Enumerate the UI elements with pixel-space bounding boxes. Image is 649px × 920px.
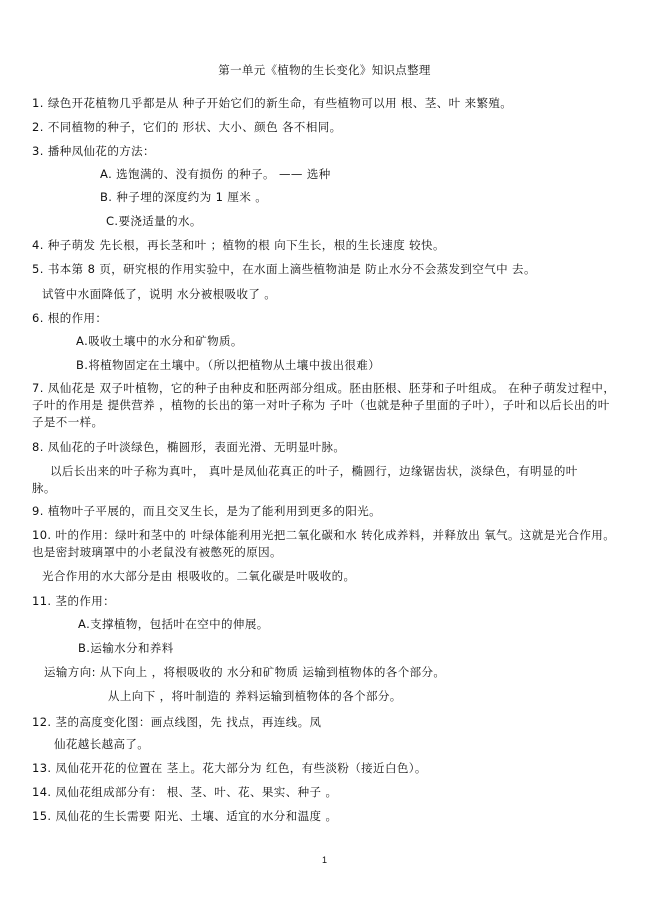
item-3-a: A. 选饱满的、没有损伤 的种子。 —— 选种 bbox=[100, 167, 331, 181]
item-2: 2. 不同植物的种子，它们的 形状、大小、颜色 各不相同。 bbox=[32, 120, 342, 134]
item-11-d: 从上向下 ，将叶制造的 养料运输到植物体的各个部分。 bbox=[108, 689, 402, 703]
item-8-continuation: 以后长出来的叶子称为真叶， 真叶是凤仙花真正的叶子，椭圆行，边缘锯齿状，淡绿色，有明显的叶脉。 bbox=[32, 464, 578, 495]
item-11-a: A.支撑植物，包括叶在空中的伸展。 bbox=[78, 617, 269, 631]
item-6-b: B.将植物固定在土壤中。（所以把植物从土壤中拔出很难） bbox=[76, 358, 381, 372]
item-11-b: B.运输水分和养料 bbox=[78, 641, 174, 655]
item-14: 14. 凤仙花组成部分有： 根、茎、叶、花、果实、种子 。 bbox=[32, 785, 338, 799]
item-13: 13. 凤仙花开花的位置在 茎上。花大部分为 红色，有些淡粉（接近白色）。 bbox=[32, 761, 427, 775]
page-title: 第一单元《植物的生长变化》知识点整理 bbox=[218, 63, 431, 77]
item-10: 10. 叶的作用：绿叶和茎中的 叶绿体能利用光把二氧化碳和水 转化成养料，并释放出 氧气。这就是光合作用。也是密封玻璃罩中的小老鼠没有被憋死的原因。 bbox=[32, 528, 616, 559]
item-4: 4. 种子萌发 先长根，再长茎和叶 ；植物的根 向下生长，根的生长速度 较快。 bbox=[32, 238, 445, 252]
item-5-continuation: 试管中水面降低了，说明 水分被根吸收了 。 bbox=[42, 287, 277, 301]
item-8: 8. 凤仙花的子叶淡绿色，椭圆形，表面光滑、无明显叶脉。 bbox=[32, 440, 346, 454]
item-1: 1. 绿色开花植物几乎都是从 种子开始它们的新生命，有些植物可以用 根、茎、叶 来繁殖。 bbox=[32, 96, 513, 110]
item-11-c: 运输方向: 从下向上 ，将根吸收的 水分和矿物质 运输到植物体的各个部分。 bbox=[44, 665, 446, 679]
item-11: 11. 茎的作用： bbox=[32, 594, 116, 608]
page-number: 1 bbox=[321, 855, 327, 865]
item-10-continuation: 光合作用的水大部分是由 根吸收的。二氧化碳是叶吸收的。 bbox=[42, 569, 356, 583]
item-12: 12. 茎的高度变化图：画点线图，先 找点，再连线。凤 bbox=[32, 715, 322, 729]
item-3: 3. 播种凤仙花的方法： bbox=[32, 144, 155, 158]
item-12-continuation: 仙花越长越高了。 bbox=[54, 737, 150, 751]
item-7: 7. 凤仙花是 双子叶植物，它的种子由种皮和胚两部分组成。胚由胚根、胚芽和子叶组成。 在种子萌发过程中，子叶的作用是 提供营养 ，植物的长出的第一对叶子称为 子叶（也就是种子里面的子叶），子叶和以后长出的叶子是不一样。 bbox=[32, 381, 616, 429]
item-15: 15. 凤仙花的生长需要 阳光、土壤、适宜的水分和温度 。 bbox=[32, 809, 338, 823]
item-3-b: B. 种子埋的深度约为 1 厘米 。 bbox=[100, 190, 268, 204]
item-9: 9. 植物叶子平展的，而且交叉生长，是为了能利用到更多的阳光。 bbox=[32, 504, 382, 518]
item-6-a: A.吸收土壤中的水分和矿物质。 bbox=[76, 334, 243, 348]
item-6: 6. 根的作用： bbox=[32, 311, 108, 325]
item-5: 5. 书本第 8 页，研究根的作用实验中，在水面上滴些植物油是 防止水分不会蒸发到空气中 去。 bbox=[32, 262, 536, 276]
item-3-c: C.要浇适量的水。 bbox=[106, 214, 202, 228]
